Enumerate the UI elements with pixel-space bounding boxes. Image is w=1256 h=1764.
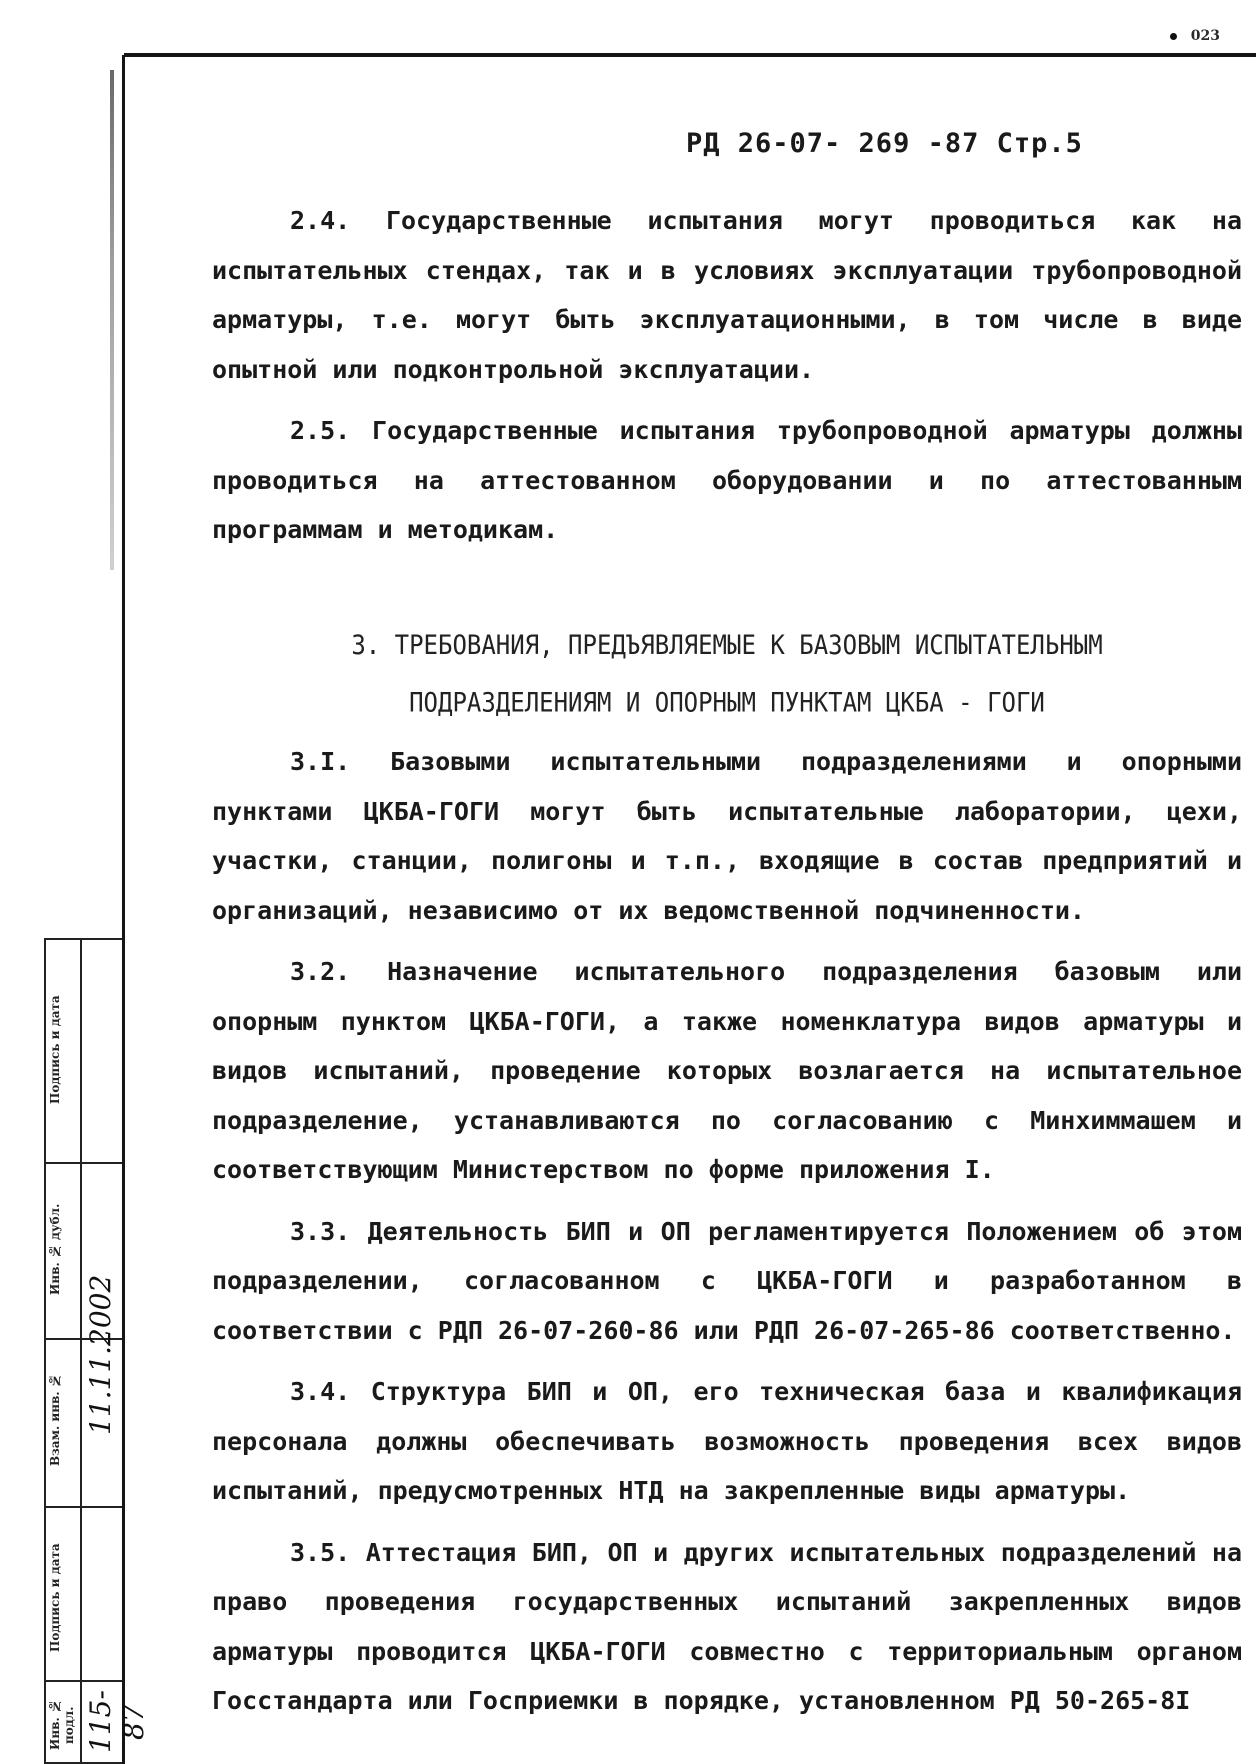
stamp-original-inv: 115-87	[84, 1690, 150, 1754]
stamp-divider	[80, 940, 82, 1762]
document-designation: РД 26-07- 269 -87 Стр.5	[686, 128, 1083, 159]
stamp-label-signature-date-2: Подпись и дата	[48, 1543, 62, 1653]
paragraph-3-4: 3.4. Структура БИП и ОП, его техническая база и квалификация персонала должны обеспечивать возможность проведения всех видов испытаний, предусмотренных НТД на закрепленные виды арматуры.	[212, 1377, 1242, 1505]
stamp-label-signature-date: Подпись и дата	[48, 995, 62, 1105]
sheet-number-text: 023	[1190, 28, 1220, 44]
left-frame-line	[122, 55, 125, 1764]
binding-edge	[110, 70, 114, 570]
stamp-label-orig-inv: Инв. № подл.	[48, 1699, 76, 1751]
stamp-cell-sign2	[46, 1506, 122, 1508]
section-heading-line-1: 3. ТРЕБОВАНИЯ, ПРЕДЪЯВЛЯЕМЫЕ К БАЗОВЫМ ИСПЫТАТЕЛЬНЫМ	[351, 630, 1103, 661]
stamp-signature-date: 11.11.2002	[84, 1274, 117, 1436]
top-frame-line	[124, 53, 1256, 57]
bullet-icon	[1170, 33, 1177, 40]
paragraph-3-5: 3.5. Аттестация БИП, ОП и других испытательных подразделений на право проведения государственных испытаний закрепленных видов арматуры проводится ЦКБА-ГОГИ совместно с территориальным органом Госстандарта или Госприемки в порядке, установленном РД 50-265-8I	[212, 1537, 1242, 1715]
paragraph-2-5: 2.5. Государственные испытания трубопроводной арматуры должны проводиться на аттестованном оборудовании и по аттестованным программам и методикам.	[212, 416, 1242, 544]
paragraphs-section-2	[212, 196, 1242, 555]
margin-stamp	[44, 938, 150, 1764]
stamp-label-replace-inv: Взам. инв. №	[48, 1373, 62, 1467]
stamp-cell-dup	[46, 1162, 122, 1164]
stamp-label-dup-inv: Инв. № дубл.	[48, 1203, 62, 1295]
paragraph-3-2: 3.2. Назначение испытательного подразделения базовым или опорным пунктом ЦКБА-ГОГИ, а также номенклатура видов арматуры и видов испытаний, проведение которых возлагается на испытательное подразделение, устанавливаются по согласованию с Минхиммашем и соответствующим Министерством по форме приложения I.	[212, 957, 1242, 1184]
sheet-number	[1170, 28, 1220, 44]
paragraph-2-4: 2.4. Государственные испытания могут проводиться как на испытательных стендах, так и в условиях эксплуатации трубопроводной арматуры, т.е. могут быть эксплуатационными, в том числе в виде опытной или подконтрольной эксплуатации.	[212, 206, 1242, 384]
section-heading-line-2: ПОДРАЗДЕЛЕНИЯМ И ОПОРНЫМ ПУНКТАМ ЦКБА - ГОГИ	[409, 687, 1045, 718]
paragraph-3-3: 3.3. Деятельность БИП и ОП регламентируется Положением об этом подразделении, согласованном с ЦКБА-ГОГИ и разработанном в соответствии с РДП 26-07-260-86 или РДП 26-07-265-86 соответственно.	[212, 1216, 1242, 1345]
section-3-heading	[212, 617, 1242, 731]
paragraphs-section-3	[212, 737, 1242, 1726]
paragraph-3-1: 3.I. Базовыми испытательными подразделениями и опорными пунктами ЦКБА-ГОГИ могут быть испытательные лаборатории, цехи, участки, станции, полигоны и т.п., входящие в состав предприятий и организаций, независимо от их ведомственной подчиненности.	[212, 747, 1242, 925]
